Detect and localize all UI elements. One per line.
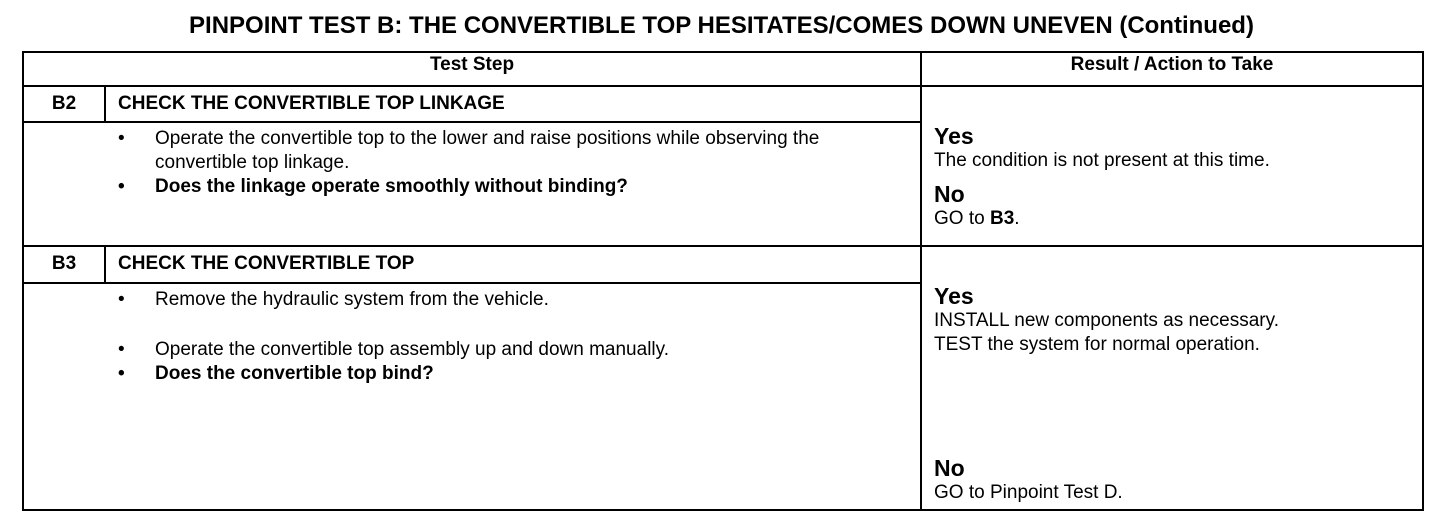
step-b2-result	[921, 86, 1423, 246]
step-b2-heading: CHECK THE CONVERTIBLE TOP LINKAGE	[105, 86, 921, 122]
step-b3-yes-label: Yes	[934, 283, 974, 309]
bullet-glyph: •	[118, 362, 125, 384]
list-item	[24, 127, 910, 175]
list-item	[24, 175, 910, 199]
bullet-glyph: •	[118, 338, 125, 360]
step-b2-bullets	[24, 127, 910, 199]
list-item	[24, 338, 910, 362]
step-b3-no-block	[934, 455, 1123, 505]
step-b3-id: B3	[23, 246, 105, 283]
step-b2-heading-row	[23, 86, 1423, 122]
step-b2-no-label: No	[934, 181, 965, 207]
step-b3-no-label: No	[934, 455, 965, 481]
bullet-text: Operate the convertible top to the lower and raise positions while observing the convertible top linkage.	[155, 128, 820, 173]
step-b2-yes-text: The condition is not present at this time.	[934, 150, 1270, 171]
step-b2-yes-label: Yes	[934, 123, 974, 149]
bullet-text: Operate the convertible top assembly up and down manually.	[155, 338, 670, 360]
list-item	[24, 288, 910, 312]
step-b2-no-ref: B3	[989, 208, 1015, 229]
bullet-text: Does the linkage operate smoothly without binding?	[155, 176, 628, 197]
step-b2-body	[23, 122, 921, 246]
step-b2-id: B2	[23, 86, 105, 122]
test-step-column-header: Test Step	[23, 52, 921, 86]
pinpoint-test-table	[22, 51, 1424, 511]
step-b3-no-text: GO to Pinpoint Test D.	[934, 482, 1123, 503]
step-b3-heading-row	[23, 246, 1423, 283]
step-b3-yes-text-2: TEST the system for normal operation.	[934, 334, 1260, 355]
bullet-glyph: •	[118, 176, 125, 197]
bullet-text: Does the convertible top bind?	[155, 362, 434, 384]
step-b2-no-prefix: GO to	[934, 208, 990, 229]
step-b3-heading: CHECK THE CONVERTIBLE TOP	[105, 246, 921, 283]
step-b3-result	[921, 246, 1423, 510]
bullet-text: Remove the hydraulic system from the vehicle.	[155, 288, 549, 310]
step-b2-no-text	[934, 207, 1414, 231]
step-b3-yes-text-1: INSTALL new components as necessary.	[934, 310, 1279, 331]
result-column-header: Result / Action to Take	[921, 52, 1423, 86]
list-item	[24, 362, 910, 386]
table-header-row	[23, 52, 1423, 86]
step-b3-bullets	[24, 288, 910, 386]
bullet-glyph: •	[118, 128, 125, 149]
page-title: PINPOINT TEST B: THE CONVERTIBLE TOP HESITATES/COMES DOWN UNEVEN (Continued)	[189, 12, 1254, 39]
step-b2-no-suffix: .	[1014, 208, 1020, 229]
bullet-glyph: •	[118, 288, 125, 310]
step-b3-body	[23, 283, 921, 510]
